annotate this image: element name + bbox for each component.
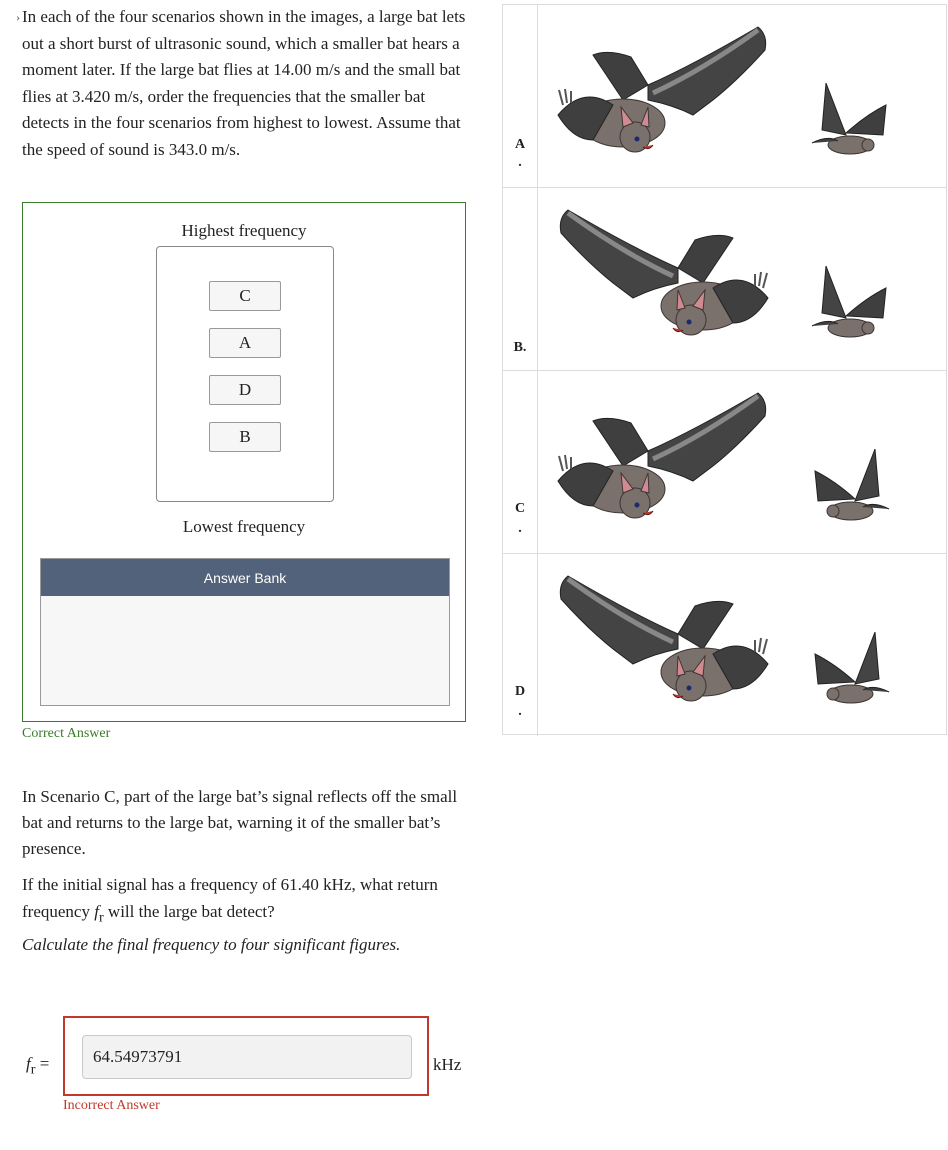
answer-unit: kHz <box>433 1055 462 1074</box>
scenario-label: A . <box>503 5 538 187</box>
part2-context: In Scenario C, part of the large bat’s signal reflects off the small bat and returns to the large bat, warning it of the smaller bat’s presence. <box>22 787 458 858</box>
large-bat-facing-right-icon <box>558 393 766 518</box>
question-intro: In each of the four scenarios shown in the images, a large bat lets out a short burst of ultrasonic sound, which a smaller bat hears a moment later. If the large bat flies at 14.00 m/s and the small bat flies at 3.420 m/s, order the frequencies that the smaller bat detects in the four scenarios from highest to lowest. Assume that the speed of sound is 343.0 m/s. <box>22 7 466 159</box>
scenario-label: D . <box>503 554 538 736</box>
ranking-drop-zone[interactable] <box>156 246 334 502</box>
highest-frequency-label: Highest frequency <box>181 221 307 240</box>
ranking-tile[interactable]: D <box>209 375 281 405</box>
answer-box <box>63 1016 429 1096</box>
scenario-row-b <box>503 188 946 371</box>
answer-input[interactable] <box>82 1035 412 1079</box>
scenario-row-c <box>503 371 946 554</box>
scenario-label: C . <box>503 371 538 553</box>
ranking-widget <box>22 202 466 722</box>
scenario-row-a <box>503 5 946 188</box>
question-text <box>16 4 472 163</box>
scenario-c-illustration <box>538 371 946 553</box>
small-bat-facing-right-icon <box>812 266 886 337</box>
scenario-row-d <box>503 554 946 736</box>
correct-answer-status: Correct Answer <box>22 726 111 741</box>
ranking-tile[interactable]: B <box>209 422 281 452</box>
scenario-image-table <box>502 4 947 735</box>
small-bat-facing-right-icon <box>812 83 886 154</box>
ranking-tile[interactable]: A <box>209 328 281 358</box>
incorrect-answer-status: Incorrect Answer <box>63 1098 160 1113</box>
ranking-tile[interactable]: C <box>209 281 281 311</box>
scenario-a-illustration <box>538 5 946 187</box>
scenario-b-illustration <box>538 188 946 370</box>
symbol-f: f <box>94 901 99 921</box>
small-bat-facing-left-icon <box>815 449 889 520</box>
lowest-frequency-label: Lowest frequency <box>182 517 306 536</box>
answer-bank-header: Answer Bank <box>41 559 449 596</box>
large-bat-facing-left-icon <box>560 210 768 335</box>
answer-bank[interactable] <box>40 558 450 706</box>
scenario-d-illustration <box>538 554 946 736</box>
large-bat-facing-right-icon <box>558 27 766 152</box>
scenario-label: B. <box>503 188 538 370</box>
part2-instruction: Calculate the final frequency to four significant figures. <box>22 935 401 954</box>
bullet-marker: › <box>16 10 20 24</box>
small-bat-facing-left-icon <box>815 632 889 703</box>
part2-question: If the initial signal has a frequency of 61.40 kHz, what return frequency $f_r$ will the large bat detect? <box>22 875 438 925</box>
large-bat-facing-left-icon <box>560 576 768 701</box>
answer-symbol: $f_r$ = <box>26 1054 50 1078</box>
symbol-sub: r <box>98 908 104 925</box>
